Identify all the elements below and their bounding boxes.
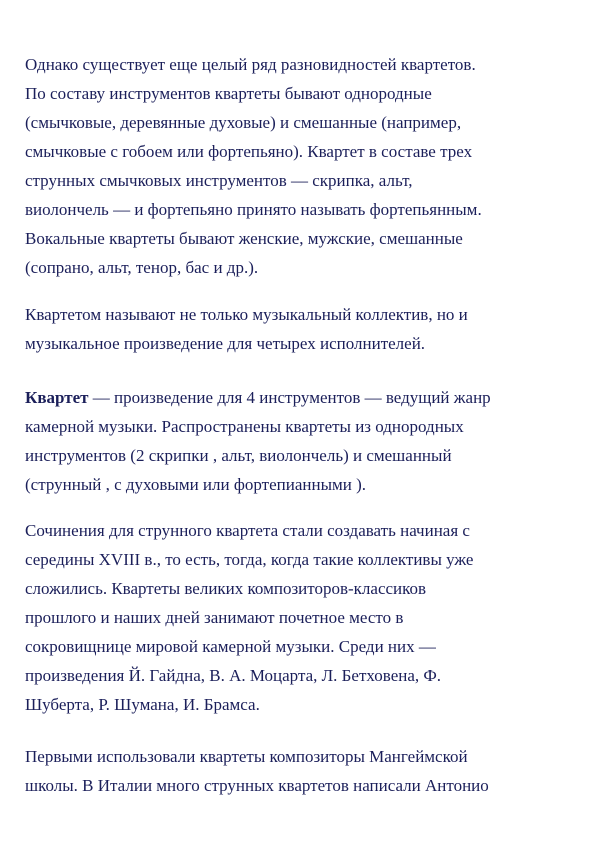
text-line: По составу инструментов квартеты бывают однородные (25, 84, 432, 103)
text-line: Сочинения для струнного квартета стали создавать начиная с (25, 521, 470, 540)
text-line: (смычковые, деревянные духовые) и смешанные (например, (25, 113, 462, 132)
paragraph-quartet-meaning (25, 300, 585, 358)
text-line: середины XVIII в., то есть, тогда, когда такие коллективы уже (25, 550, 474, 569)
text-line: музыкальное произведение для четырех исполнителей. (25, 334, 426, 353)
text-line: сложились. Квартеты великих композиторов-классиков (25, 579, 427, 598)
paragraph-string-quartet-history (25, 516, 585, 719)
text-line: Первыми использовали квартеты композиторы Мангеймской (25, 747, 468, 766)
paragraph-mannheim-school (25, 742, 585, 800)
text-line: Квартетом называют не только музыкальный коллектив, но и (25, 305, 468, 324)
text-line: Шуберта, Р. Шумана, И. Брамса. (25, 695, 260, 714)
text-line: Вокальные квартеты бывают женские, мужские, смешанные (25, 229, 463, 248)
definition-text: — произведение для 4 инструментов — ведущий жанр (88, 388, 491, 407)
text-line: смычковые с гобоем или фортепьяно). Квартет в составе трех (25, 142, 473, 161)
text-line: сокровищнице мировой камерной музыки. Среди них — (25, 637, 436, 656)
text-line: струнных смычковых инструментов — скрипка, альт, (25, 171, 413, 190)
text-line: прошлого и наших дней занимают почетное место в (25, 608, 404, 627)
text-line: инструментов (2 скрипки , альт, виолончель) и смешанный (25, 446, 452, 465)
text-line: виолончель — и фортепьяно принято называть фортепьянным. (25, 200, 482, 219)
text-line: (струнный , с духовыми или фортепианными ). (25, 475, 367, 494)
text-line: произведения Й. Гайдна, В. А. Моцарта, Л. Бетховена, Ф. (25, 666, 442, 685)
paragraph-quartet-definition (25, 383, 585, 499)
text-line: Однако существует еще целый ряд разновидностей квартетов. (25, 55, 476, 74)
defined-term: Квартет (25, 388, 89, 407)
text-line: школы. В Италии много струнных квартетов написали Антонио (25, 776, 489, 795)
text-line: камерной музыки. Распространены квартеты из однородных (25, 417, 464, 436)
text-line (25, 383, 585, 412)
paragraph-quartet-varieties (25, 50, 585, 282)
text-line: (сопрано, альт, тенор, бас и др.). (25, 258, 259, 277)
